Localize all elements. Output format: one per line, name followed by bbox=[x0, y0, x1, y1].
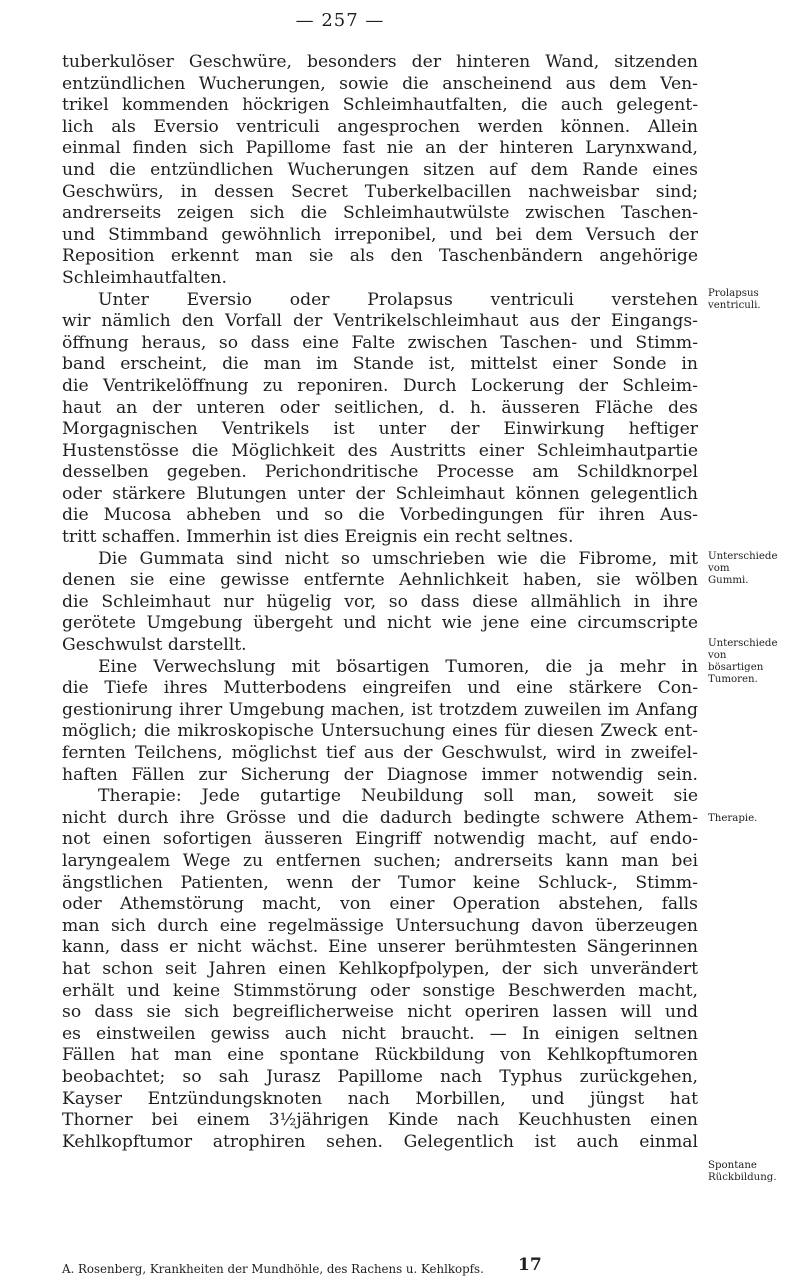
text-line: lich als Eversio ventriculi angesprochen werden können. Allein bbox=[62, 116, 698, 137]
text-line: nicht durch ihre Grösse und die dadurch bedingte schwere Athem- bbox=[62, 807, 698, 828]
text-line: Kehlkopftumor atrophiren sehen. Gelegentlich ist auch einmal bbox=[62, 1131, 698, 1152]
text-line: und Stimmband gewöhnlich irreponibel, und bei dem Versuch der bbox=[62, 224, 698, 245]
text-line: wir nämlich den Vorfall der Ventrikelschleimhaut aus der Eingangs- bbox=[62, 311, 698, 332]
text-line: gerötete Umgebung übergeht und nicht wie jene eine circumscripte bbox=[62, 613, 698, 634]
text-line: fernten Teilchens, möglichst tief aus der Geschwulst, wird in zweifel- bbox=[62, 743, 698, 763]
text-line: entzündlichen Wucherungen, sowie die anscheinend aus dem Ven- bbox=[62, 73, 698, 94]
text-line: Fällen hat man eine spontane Rückbildung von Kehlkopftumoren bbox=[62, 1045, 698, 1066]
text-line: und die entzündlichen Wucherungen sitzen auf dem Rande eines bbox=[62, 159, 698, 180]
text-line: haften Fällen zur Sicherung der Diagnose immer notwendig sein. bbox=[62, 764, 698, 785]
text-line: Morgagnischen Ventrikels ist unter der Einwirkung heftiger bbox=[62, 419, 698, 440]
text-line: die Ventrikelöffnung zu reponiren. Durch Lockerung der Schleim- bbox=[62, 375, 698, 396]
text-line: Geschwulst darstellt. bbox=[62, 635, 247, 656]
text-line: beobachtet; so sah Jurasz Papillome nach Typhus zurückgehen, bbox=[62, 1066, 698, 1087]
text-line: oder Athemstörung macht, von einer Operation abstehen, falls bbox=[62, 894, 698, 915]
text-line: Eine Verwechslung mit bösartigen Tumoren, die ja mehr in bbox=[98, 656, 698, 677]
text-line: Therapie: Jede gutartige Neubildung soll man, soweit sie bbox=[98, 786, 698, 807]
text-line: Geschwürs, in dessen Secret Tuberkelbacillen nachweisbar sind; bbox=[62, 181, 698, 202]
text-line: man sich durch eine regelmässige Untersuchung davon überzeugen bbox=[62, 915, 698, 936]
text-line: denen sie eine gewisse entfernte Aehnlichkeit haben, sie wölben bbox=[62, 570, 698, 591]
margin-note-gummi: Unterschiede vom Gummi. bbox=[708, 551, 778, 586]
text-line: öffnung heraus, so dass eine Falte zwischen Taschen- und Stimm- bbox=[62, 332, 698, 353]
text-line: die Tiefe ihres Mutterbodens eingreifen und eine stärkere Con- bbox=[62, 678, 698, 699]
text-line: kann, dass er nicht wächst. Eine unserer berühmtesten Sängerinnen bbox=[62, 937, 698, 958]
text-line: hat schon seit Jahren einen Kehlkopfpolypen, der sich unverändert bbox=[62, 958, 698, 979]
margin-note-tumoren: Unterschiede von bösartigen Tumoren. bbox=[708, 638, 778, 685]
text-line: haut an der unteren oder seitlichen, d. h. äusseren Fläche des bbox=[62, 397, 698, 418]
text-line: die Schleimhaut nur hügelig vor, so dass diese allmählich in ihre bbox=[62, 591, 698, 612]
text-line: möglich; die mikroskopische Untersuchung eines für diesen Zweck ent- bbox=[62, 721, 698, 742]
margin-note-prolapsus: Prolapsus ventriculi. bbox=[708, 288, 761, 311]
text-line: erhält und keine Stimmstörung oder sonstige Beschwerden macht, bbox=[62, 980, 698, 1001]
text-line: trikel kommenden höckrigen Schleimhautfalten, die auch gelegent- bbox=[62, 95, 698, 116]
page-number: — 257 — bbox=[295, 10, 385, 31]
text-line: die Mucosa abheben und so die Vorbedingungen für ihren Aus- bbox=[62, 505, 698, 526]
text-line: gestionirung ihrer Umgebung machen, ist trotzdem zuweilen im Anfang bbox=[62, 699, 698, 720]
text-line: desselben gegeben. Perichondritische Processe am Schildknorpel bbox=[62, 462, 698, 483]
margin-note-therapie: Therapie. bbox=[708, 813, 758, 824]
text-line: Kayser Entzündungsknoten nach Morbillen, und jüngst hat bbox=[62, 1088, 698, 1109]
margin-note-rueckbildung: Spontane Rückbildung. bbox=[708, 1160, 777, 1183]
text-line: tritt schaffen. Immerhin ist dies Ereignis ein recht seltnes. bbox=[62, 527, 574, 548]
text-line: es einstweilen gewiss auch nicht braucht. — In einigen seltnen bbox=[62, 1023, 698, 1044]
text-line: laryngealem Wege zu entfernen suchen; andrerseits kann man bei bbox=[62, 850, 698, 871]
footer bbox=[62, 1255, 698, 1276]
text-line: Thorner bei einem 3½jährigen Kinde nach Keuchhusten einen bbox=[62, 1110, 698, 1131]
text-line: not einen sofortigen äusseren Eingriff notwendig macht, auf endo- bbox=[62, 829, 698, 850]
text-line: einmal finden sich Papillome fast nie an der hinteren Larynxwand, bbox=[62, 138, 698, 159]
text-line: Reposition erkennt man sie als den Taschenbändern angehörige bbox=[62, 246, 698, 267]
footer-reference: A. Rosenberg, Krankheiten der Mundhöhle, des Rachens u. Kehlkopfs. bbox=[62, 1262, 484, 1276]
text-line: Die Gummata sind nicht so umschrieben wie die Fibrome, mit bbox=[98, 548, 698, 569]
signature-number: 17 bbox=[518, 1255, 542, 1275]
text-line: so dass sie sich begreiflicherweise nicht operiren lassen will und bbox=[62, 1002, 698, 1023]
text-line: Schleimhautfalten. bbox=[62, 267, 227, 288]
text-line: band erscheint, die man im Stande ist, mittelst einer Sonde in bbox=[62, 354, 698, 375]
text-line: Unter Eversio oder Prolapsus ventriculi verstehen bbox=[98, 289, 698, 310]
text-line: Hustenstösse die Möglichkeit des Austritts einer Schleimhautpartie bbox=[62, 440, 698, 461]
text-line: oder stärkere Blutungen unter der Schleimhaut können gelegentlich bbox=[62, 483, 698, 504]
text-line: andrerseits zeigen sich die Schleimhautwülste zwischen Taschen- bbox=[62, 203, 698, 224]
text-line: tuberkulöser Geschwüre, besonders der hinteren Wand, sitzenden bbox=[62, 52, 698, 72]
body-text bbox=[62, 52, 698, 1153]
text-line: ängstlichen Patienten, wenn der Tumor keine Schluck-, Stimm- bbox=[62, 872, 698, 893]
